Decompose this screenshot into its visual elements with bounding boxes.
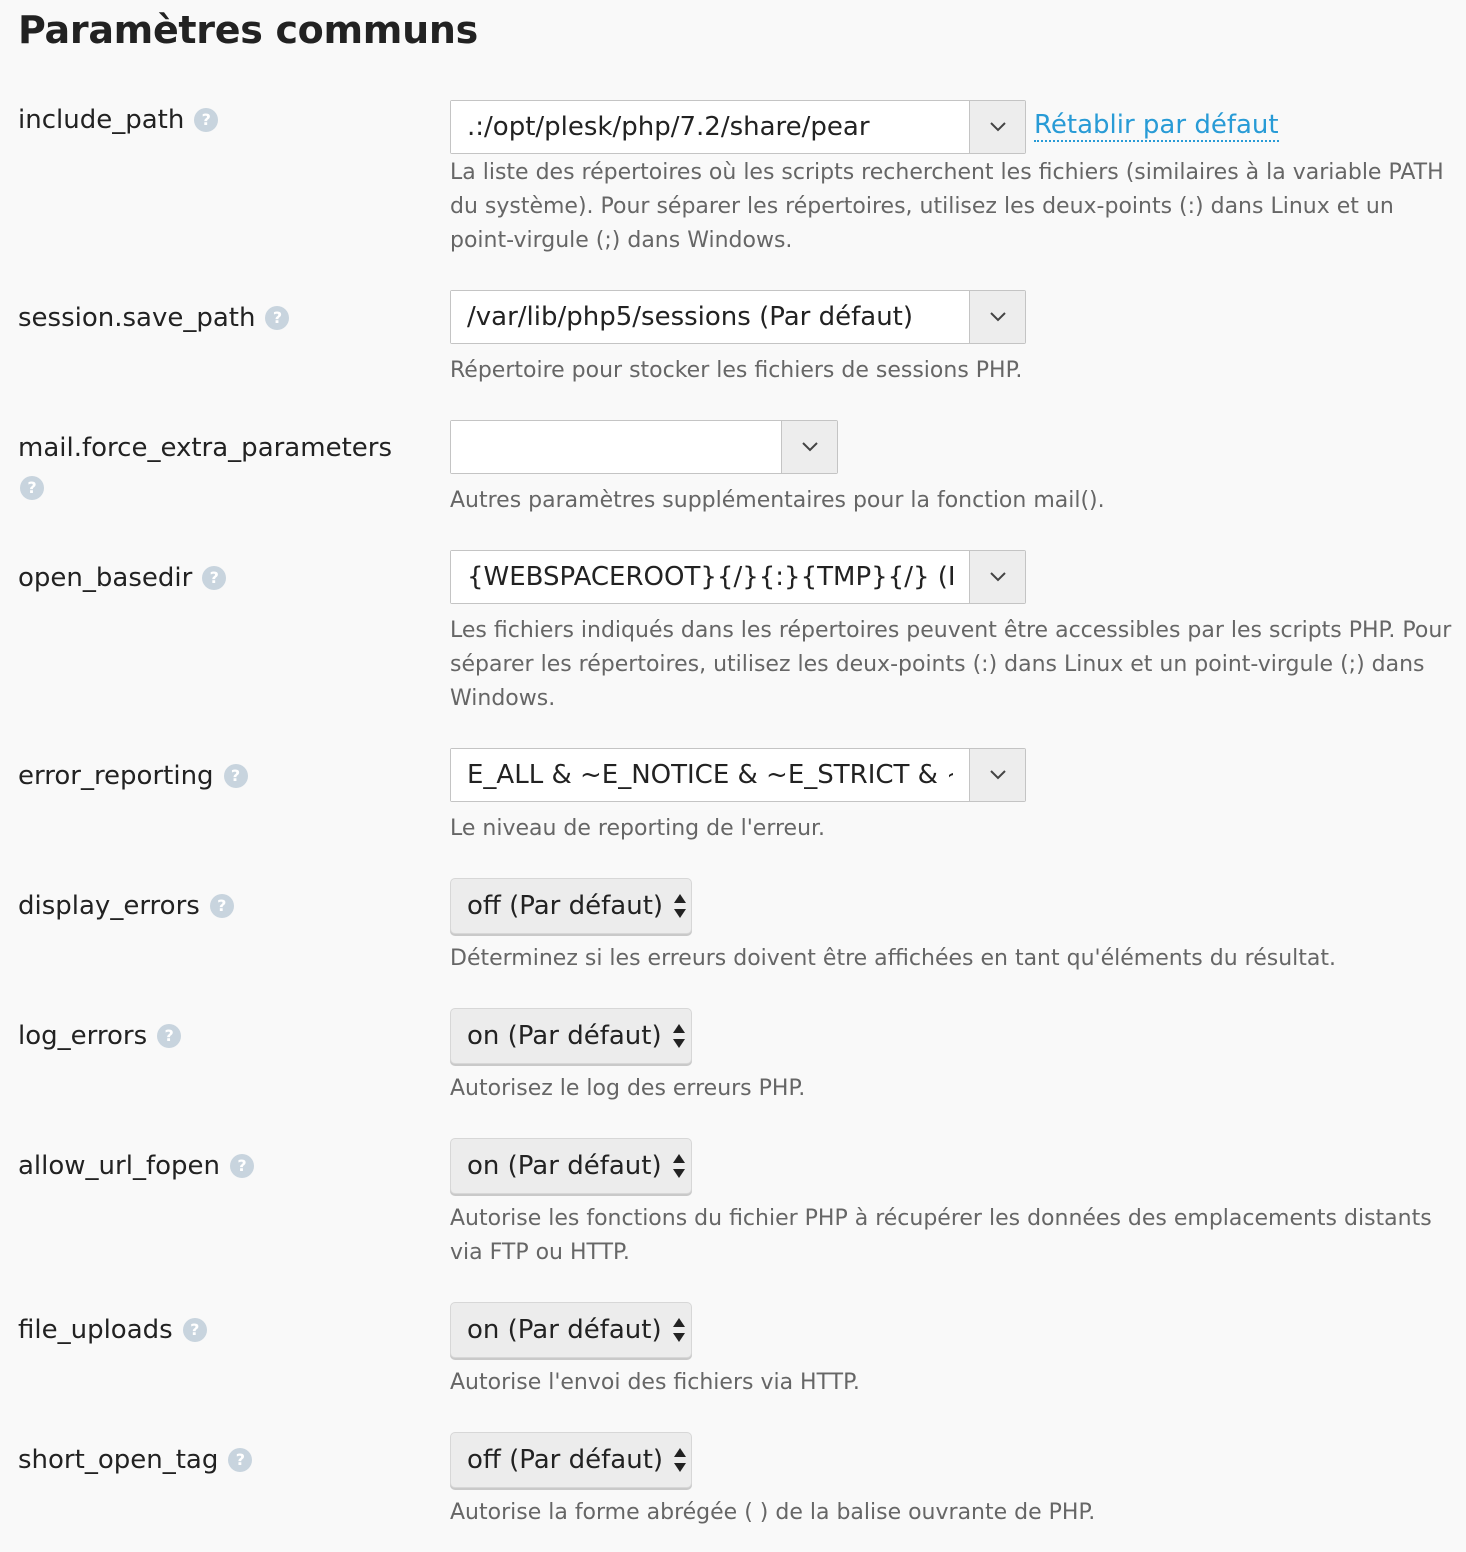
help-icon[interactable]: ? xyxy=(183,1318,207,1342)
select-value: off (Par défaut) xyxy=(467,1445,664,1475)
setting-label: mail.force_extra_parameters ? xyxy=(18,428,418,508)
setting-label: file_uploads ? xyxy=(18,1310,207,1350)
help-icon[interactable]: ? xyxy=(157,1024,181,1048)
setting-description: Autorise la forme abrégée ( ) de la balise ouvrante de PHP. xyxy=(450,1500,1096,1525)
setting-description: La liste des répertoires où les scripts recherchent les fichiers (similaires à la variable PATH du système). Pour séparer les répertoires, utilisez les deux-points (:) dans Linux et un point-virgule (;) dans Windows. xyxy=(450,160,1444,253)
setting-label: display_errors ? xyxy=(18,886,234,926)
mail-extra-params-combobox xyxy=(450,420,838,474)
setting-description: Autorise l'envoi des fichiers via HTTP. xyxy=(450,1370,860,1395)
help-icon[interactable]: ? xyxy=(194,108,218,132)
page-title: Paramètres communs xyxy=(18,8,478,52)
setting-description: Autorise les fonctions du fichier PHP à récupérer les données des emplacements distants via FTP ou HTTP. xyxy=(450,1206,1432,1265)
chevron-down-icon[interactable] xyxy=(781,421,837,473)
chevron-down-icon[interactable] xyxy=(969,749,1025,801)
setting-label: allow_url_fopen ? xyxy=(18,1146,254,1186)
setting-description: Autorisez le log des erreurs PHP. xyxy=(450,1076,806,1101)
file-uploads-select[interactable] xyxy=(450,1302,692,1358)
error-reporting-input[interactable] xyxy=(451,749,969,801)
include-path-input[interactable] xyxy=(451,101,969,153)
chevron-down-icon[interactable] xyxy=(969,101,1025,153)
help-icon[interactable]: ? xyxy=(202,566,226,590)
setting-description: Le niveau de reporting de l'erreur. xyxy=(450,816,826,841)
setting-label: error_reporting ? xyxy=(18,756,248,796)
open-basedir-combobox xyxy=(450,550,1026,604)
up-down-arrows-icon xyxy=(673,892,687,920)
allow-url-fopen-select[interactable] xyxy=(450,1138,692,1194)
session-save-path-input[interactable] xyxy=(451,291,969,343)
help-icon[interactable]: ? xyxy=(210,894,234,918)
select-value: off (Par défaut) xyxy=(467,891,664,921)
setting-label: open_basedir ? xyxy=(18,558,226,598)
setting-description: Autres paramètres supplémentaires pour la fonction mail(). xyxy=(450,488,1105,513)
setting-description: Répertoire pour stocker les fichiers de sessions PHP. xyxy=(450,358,1023,383)
setting-label: short_open_tag ? xyxy=(18,1440,252,1480)
help-icon[interactable]: ? xyxy=(265,306,289,330)
up-down-arrows-icon xyxy=(673,1446,687,1474)
help-icon[interactable]: ? xyxy=(20,476,44,500)
up-down-arrows-icon xyxy=(672,1316,686,1344)
help-icon[interactable]: ? xyxy=(228,1448,252,1472)
setting-label: include_path ? xyxy=(18,100,218,140)
mail-extra-params-input[interactable] xyxy=(451,421,781,473)
include-path-combobox xyxy=(450,100,1026,154)
up-down-arrows-icon xyxy=(672,1022,686,1050)
log-errors-select[interactable] xyxy=(450,1008,692,1064)
error-reporting-combobox xyxy=(450,748,1026,802)
select-value: on (Par défaut) xyxy=(467,1315,662,1345)
display-errors-select[interactable] xyxy=(450,878,692,934)
short-open-tag-select[interactable] xyxy=(450,1432,692,1488)
chevron-down-icon[interactable] xyxy=(969,291,1025,343)
setting-label: log_errors ? xyxy=(18,1016,181,1056)
help-icon[interactable]: ? xyxy=(230,1154,254,1178)
select-value: on (Par défaut) xyxy=(467,1021,662,1051)
setting-label: session.save_path ? xyxy=(18,298,289,338)
chevron-down-icon[interactable] xyxy=(969,551,1025,603)
setting-description: Les fichiers indiqués dans les répertoires peuvent être accessibles par les scripts PHP. Pour séparer les répertoires, utilisez les deux-points (:) dans Linux et un point-virgule (;) dans Windows. xyxy=(450,618,1452,711)
select-value: on (Par défaut) xyxy=(467,1151,662,1181)
reset-default-link[interactable]: Rétablir par défaut xyxy=(1034,110,1279,140)
open-basedir-input[interactable] xyxy=(451,551,969,603)
session-save-path-combobox xyxy=(450,290,1026,344)
setting-description: Déterminez si les erreurs doivent être affichées en tant qu'éléments du résultat. xyxy=(450,946,1336,971)
help-icon[interactable]: ? xyxy=(224,764,248,788)
up-down-arrows-icon xyxy=(672,1152,686,1180)
